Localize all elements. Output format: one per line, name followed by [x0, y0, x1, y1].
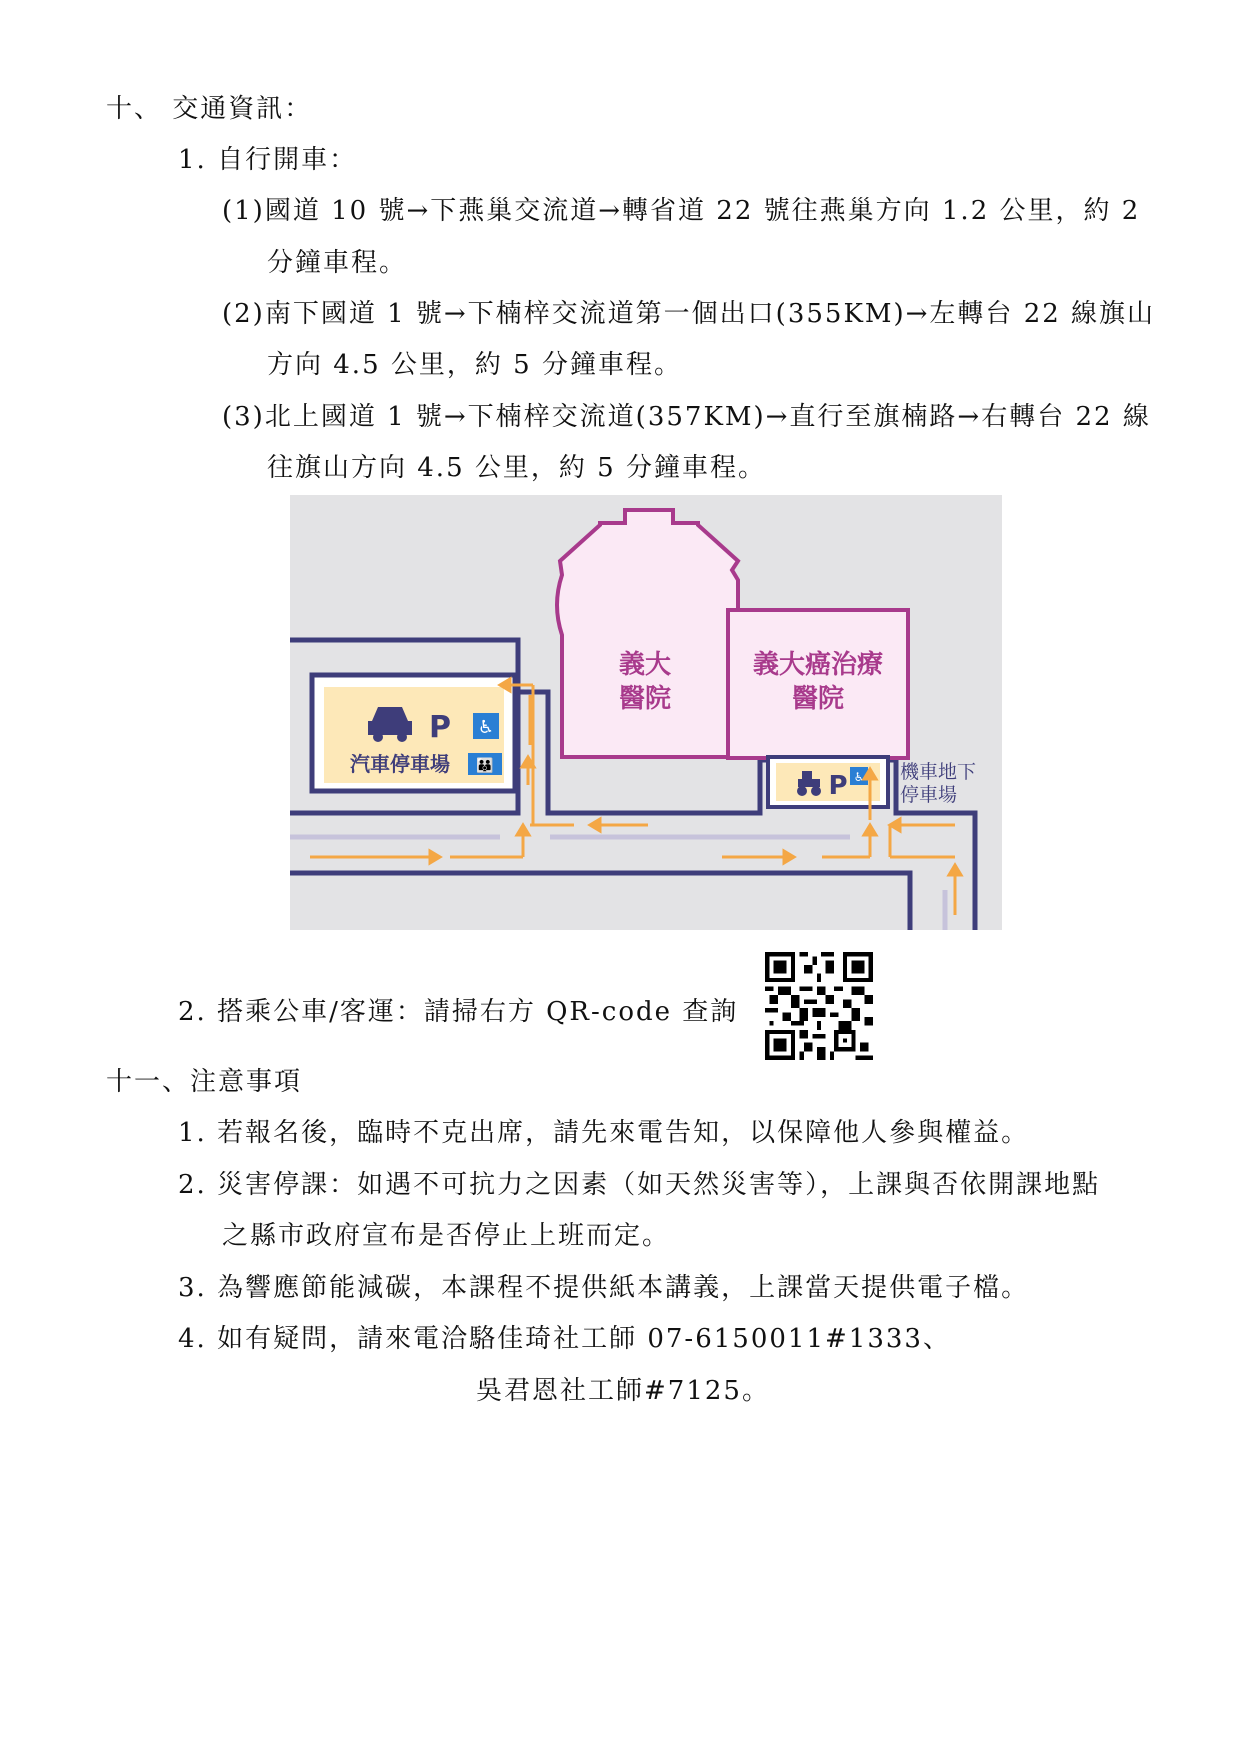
family-parking-icon: [468, 753, 502, 775]
self-drive-title: 1. 自行開車：: [178, 145, 358, 175]
notice-2-line-2: 之縣市政府宣布是否停止上班而定。: [222, 1221, 671, 1251]
svg-text:👪: 👪: [476, 758, 494, 774]
hospital-main-building: [557, 510, 738, 757]
notice-4-line-2: 吳君恩社工師#7125。: [476, 1376, 770, 1406]
notice-1: 1. 若報名後，臨時不克出席，請先來電告知，以保障他人參與權益。: [178, 1118, 1030, 1148]
car-parking-p: P: [429, 710, 451, 745]
hospital-label-1: 義大: [618, 650, 672, 680]
moto-parking-p: P: [828, 771, 848, 801]
bus-qr-code[interactable]: [765, 952, 873, 1060]
svg-text:♿: ♿: [477, 717, 495, 738]
route-1-line-1: (1)國道 10 號→下燕巢交流道→轉省道 22 號往燕巢方向 1.2 公里，約 2: [222, 196, 1141, 226]
location-map: [290, 495, 1002, 930]
moto-parking-label-2: 停車場: [900, 784, 958, 806]
route-3-line-1: (3)北上國道 1 號→下楠梓交流道(357KM)→直行至旗楠路→右轉台 22 線: [222, 402, 1151, 432]
notice-2-line-1: 2. 災害停課：如遇不可抗力之因素（如天然災害等），上課與否依開課地點: [178, 1170, 1101, 1200]
route-2-line-2: 方向 4.5 公里，約 5 分鐘車程。: [267, 350, 682, 380]
section-10-heading: 十、 交通資訊：: [106, 94, 313, 124]
cancer-hospital-label-2: 醫院: [791, 684, 845, 714]
svg-text:♿: ♿: [853, 770, 865, 784]
cancer-hospital-label-1: 義大癌治療: [752, 650, 884, 680]
route-2-line-1: (2)南下國道 1 號→下楠梓交流道第一個出口(355KM)→左轉台 22 線旗山: [222, 299, 1156, 329]
accessible-parking-icon: [473, 713, 499, 739]
route-1-line-2: 分鐘車程。: [267, 248, 408, 278]
section-11-heading: 十一、注意事項: [106, 1067, 303, 1097]
car-parking-label: 汽車停車場: [350, 752, 450, 776]
bus-info: 2. 搭乘公車/客運：請掃右方 QR-code 查詢: [178, 997, 739, 1027]
moto-parking-label-1: 機車地下: [900, 761, 977, 783]
route-3-line-2: 往旗山方向 4.5 公里，約 5 分鐘車程。: [267, 453, 766, 483]
notice-4-line-1: 4. 如有疑問，請來電洽駱佳琦社工師 07-6150011#1333、: [178, 1324, 951, 1354]
notice-3: 3. 為響應節能減碳，本課程不提供紙本講義，上課當天提供電子檔。: [178, 1273, 1030, 1303]
hospital-label-2: 醫院: [618, 684, 672, 714]
